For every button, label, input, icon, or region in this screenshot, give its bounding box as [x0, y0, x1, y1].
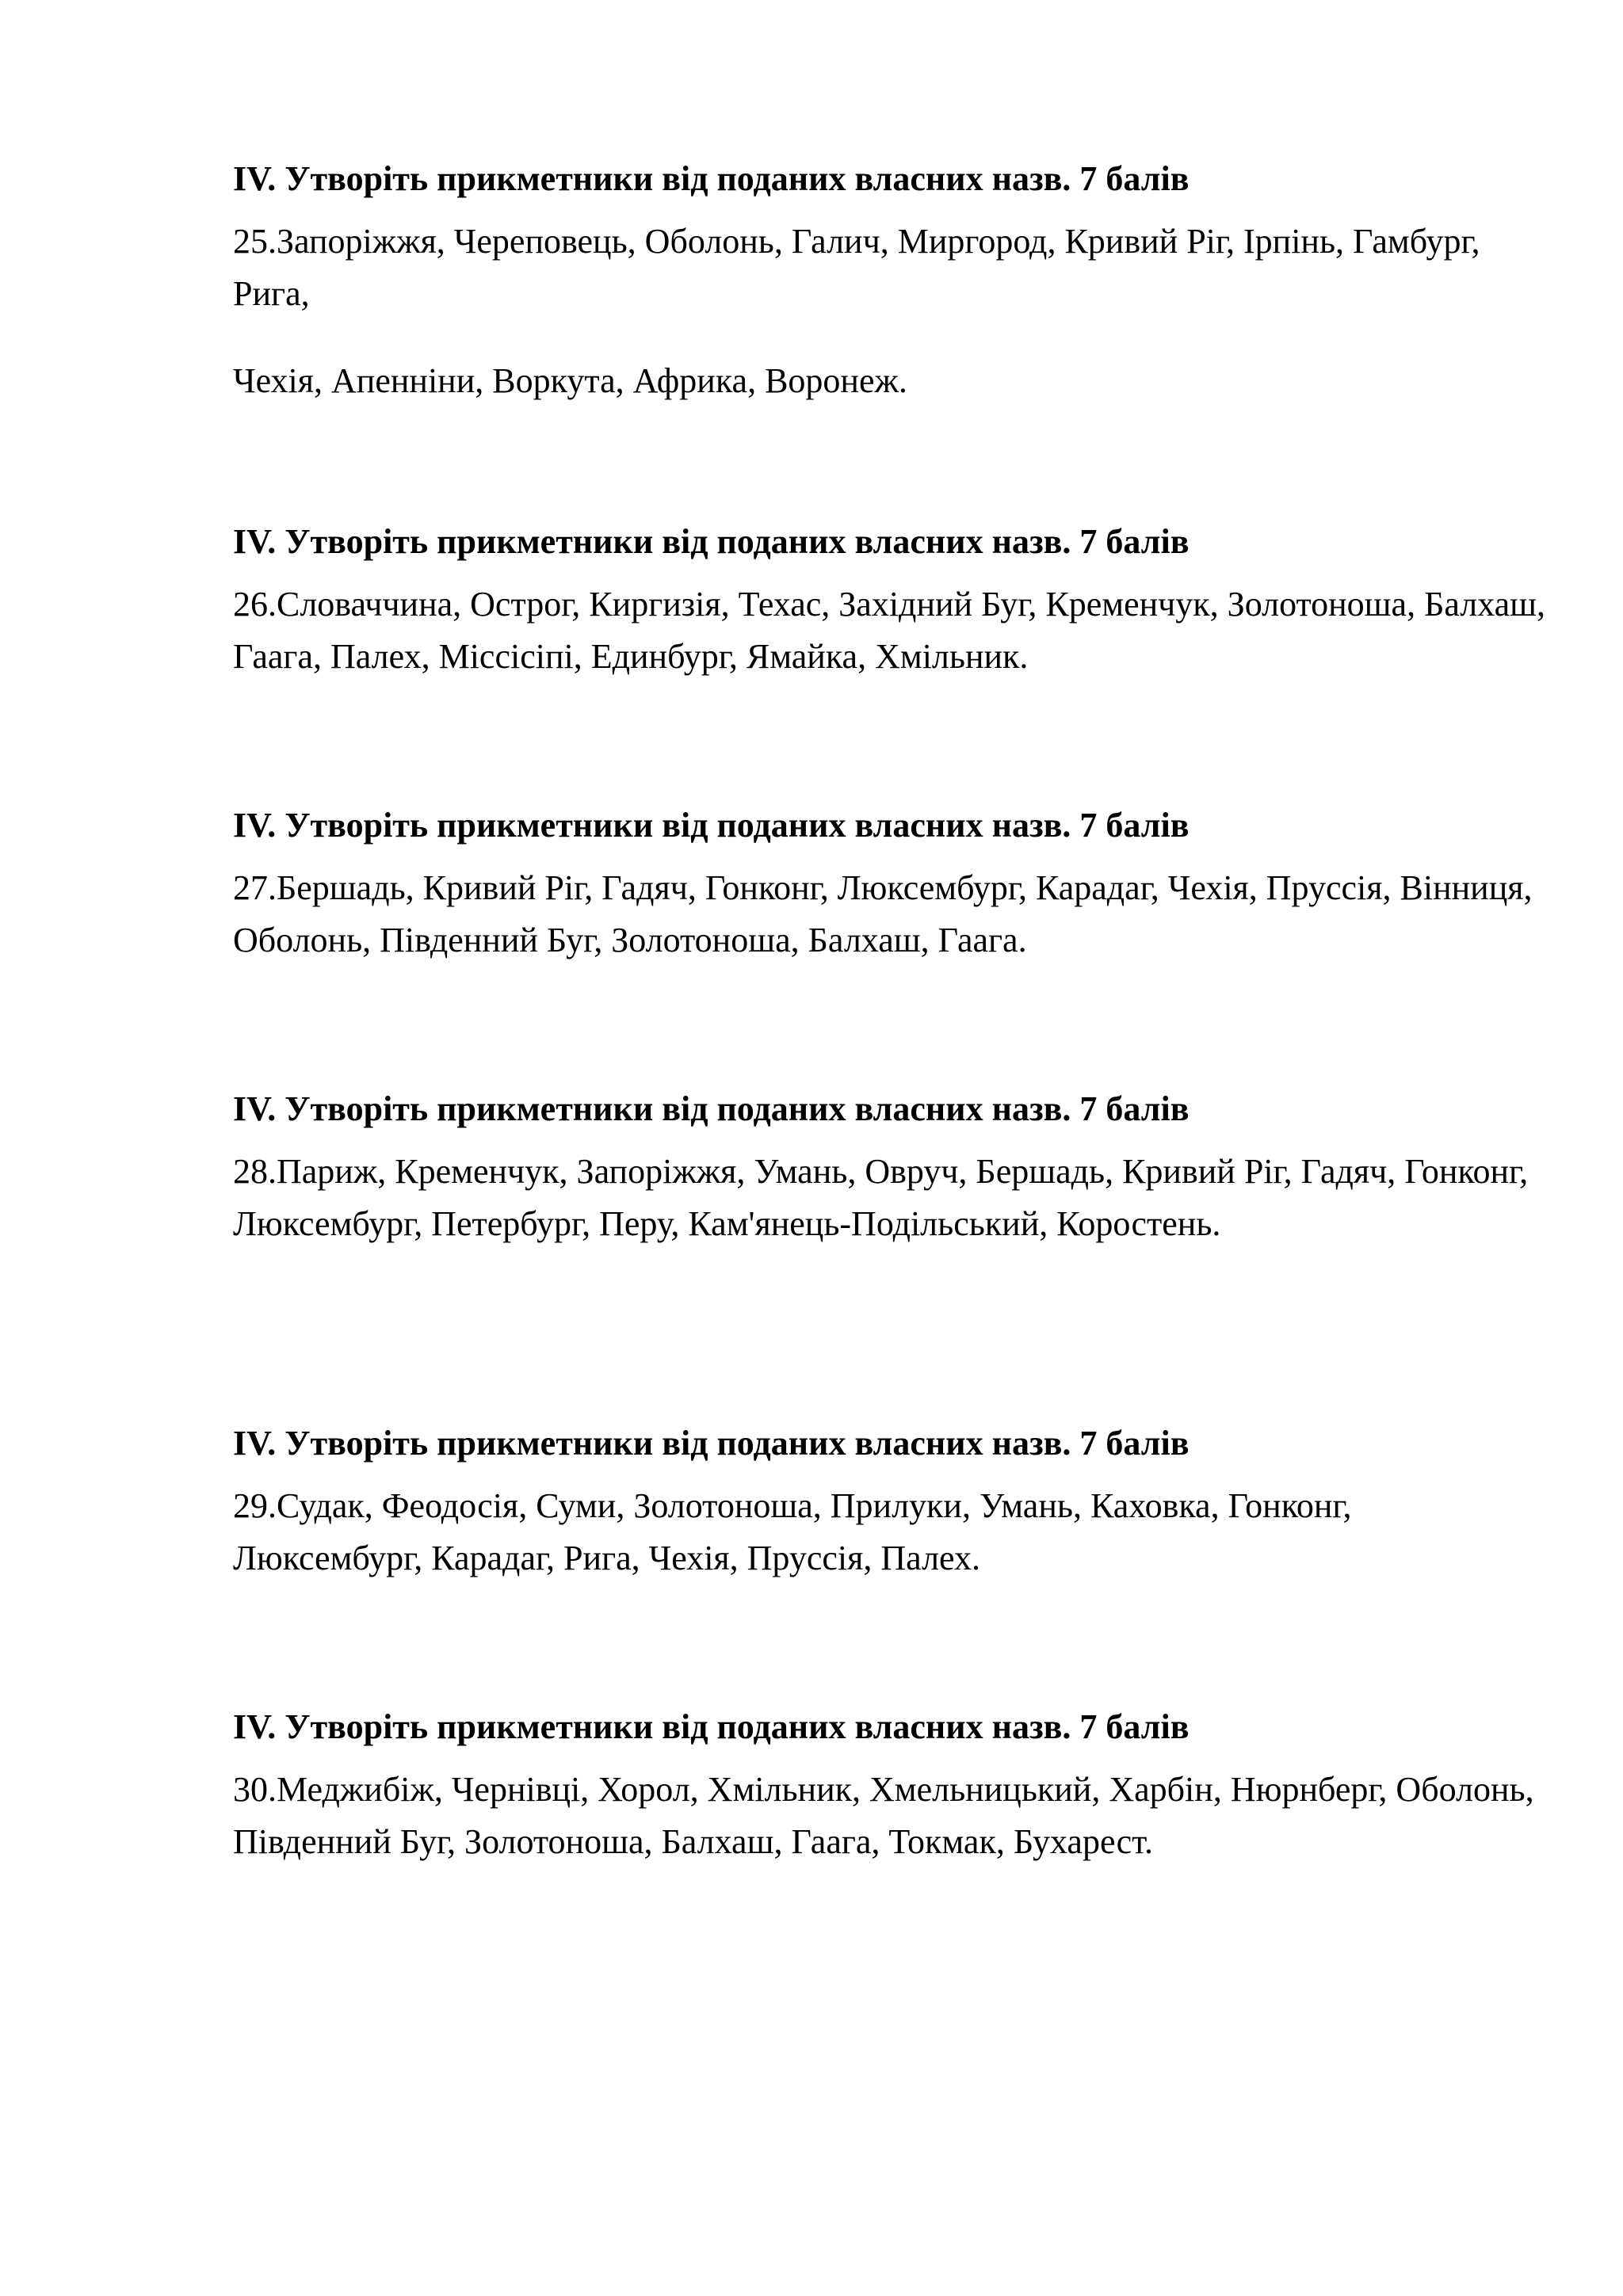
task-paragraph: 27.Бершадь, Кривий Ріг, Гадяч, Гонконг, Люксембург, Карадаг, Чехія, Пруссія, Вінниця, Оболонь, Південний Буг, Золотоноша, Балхаш, Гаага.	[233, 868, 1533, 959]
task-section-26	[233, 518, 1549, 683]
task-paragraph: 28.Париж, Кременчук, Запоріжжя, Умань, Овруч, Бершадь, Кривий Ріг, Гадяч, Гонконг, Люксембург, Петербург, Перу, Кам'янець-Подільський, Коростень.	[233, 1152, 1529, 1243]
task-section-30	[233, 1703, 1549, 1868]
section-heading: IV. Утворіть прикметники від поданих власних назв. 7 балів	[233, 522, 1190, 561]
section-heading: IV. Утворіть прикметники від поданих власних назв. 7 балів	[233, 806, 1190, 845]
task-paragraph: 25.Запоріжжя, Череповець, Оболонь, Галич, Миргород, Кривий Ріг, Ірпінь, Гамбург, Рига,	[233, 222, 1480, 313]
task-section-29	[233, 1420, 1549, 1585]
section-heading: IV. Утворіть прикметники від поданих власних назв. 7 балів	[233, 1707, 1190, 1746]
task-paragraph: 30.Меджибіж, Чернівці, Хорол, Хмільник, Хмельницький, Харбін, Нюрнберг, Оболонь, Південний Буг, Золотоноша, Балхаш, Гаага, Токмак, Бухарест.	[233, 1770, 1534, 1861]
task-paragraph: 29.Судак, Феодосія, Суми, Золотоноша, Прилуки, Умань, Каховка, Гонконг, Люксембург, Карадаг, Рига, Чехія, Пруссія, Палех.	[233, 1486, 1352, 1577]
task-section-27	[233, 802, 1549, 967]
section-heading: IV. Утворіть прикметники від поданих власних назв. 7 балів	[233, 1424, 1190, 1463]
section-heading: IV. Утворіть прикметники від поданих власних назв. 7 балів	[233, 1089, 1190, 1128]
section-heading: IV. Утворіть прикметники від поданих власних назв. 7 балів	[233, 159, 1190, 198]
task-section-25	[233, 155, 1549, 407]
task-paragraph: 26.Словаччина, Острог, Киргизія, Техас, Західний Буг, Кременчук, Золотоноша, Балхаш, Гаага, Палех, Міссісіпі, Единбург, Ямайка, Хмільник.	[233, 585, 1546, 676]
task-section-28	[233, 1085, 1549, 1250]
task-paragraph: Чехія, Апенніни, Воркута, Африка, Воронеж.	[233, 361, 907, 400]
